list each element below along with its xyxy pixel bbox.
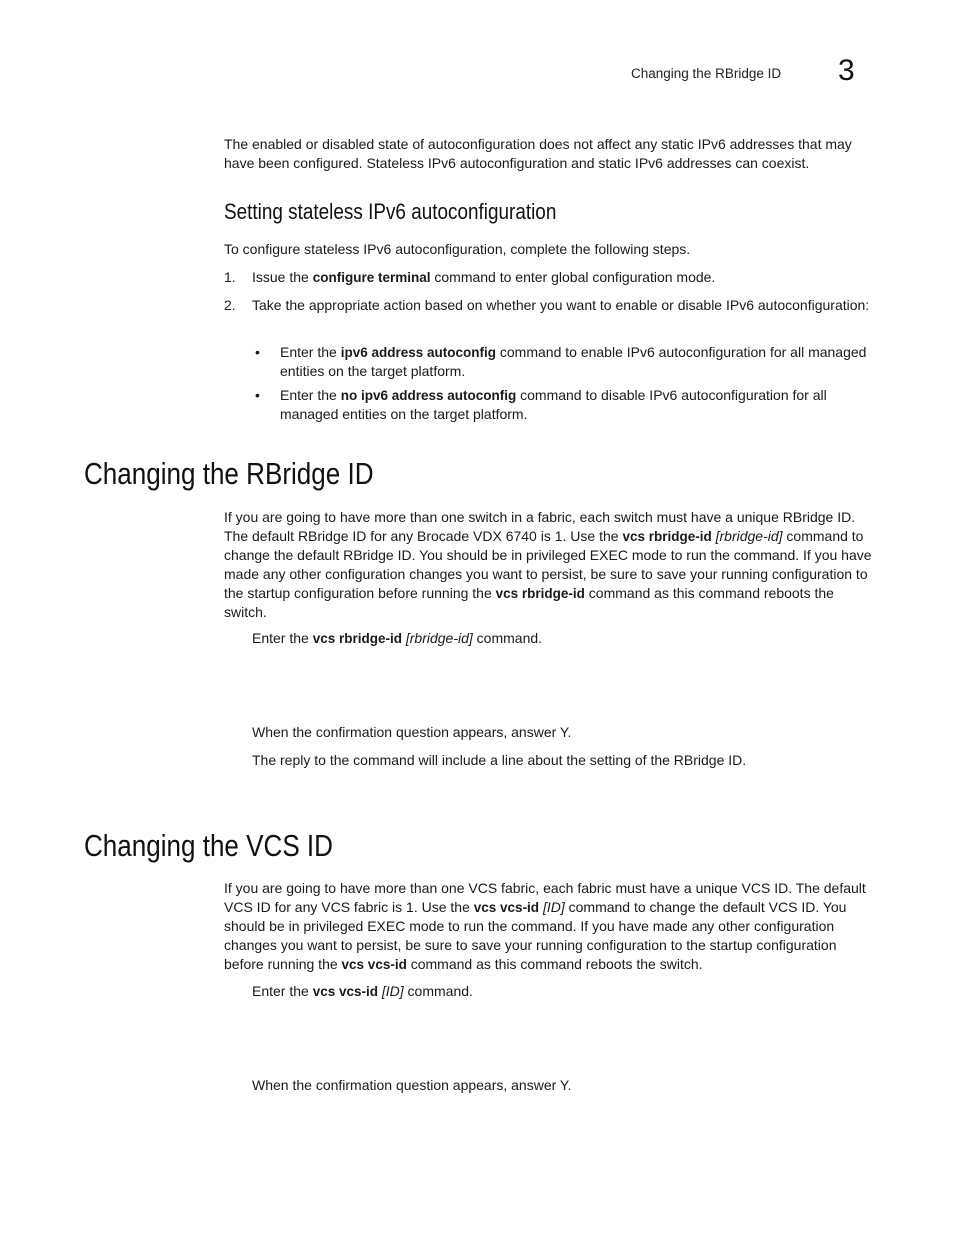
bullet-1-pre: Enter the	[280, 344, 341, 360]
vcs-enter-pre: Enter the	[252, 983, 313, 999]
bullet-1-command: ipv6 address autoconfig	[340, 345, 496, 360]
rbridge-enter-post: command.	[472, 630, 543, 646]
step-1-post: command to enter global configuration mode.	[430, 269, 716, 285]
step-1-command: configure terminal	[312, 270, 431, 285]
vcs-heading: Changing the VCS ID	[84, 828, 333, 863]
bullet-2-post: command to disable IPv6 autoconfiguration for all managed entities on the target platform.	[280, 387, 827, 422]
header-section-title: Changing the RBridge ID	[631, 66, 782, 81]
vcs-enter-command: vcs vcs-id	[312, 984, 378, 999]
bullet-1-mark: •	[255, 344, 260, 360]
stateless-lead: To configure stateless IPv6 autoconfiguration, complete the following steps.	[224, 241, 691, 257]
rbridge-command-1: vcs rbridge-id	[622, 529, 712, 544]
vcs-text-3: command as this command reboots the switch.	[406, 956, 703, 972]
vcs-command-2: vcs vcs-id	[341, 957, 407, 972]
vcs-enter	[252, 982, 874, 1001]
bullet-2-pre: Enter the	[280, 387, 341, 403]
vcs-command-1: vcs vcs-id	[473, 900, 540, 915]
rbridge-text-2: command to change the default RBridge ID. You should be in privileged EXEC mode to run the command. If you have made any other configuration changes you want to persist, be sure to save your running configuration to the startup configuration before running the	[224, 528, 872, 601]
rbridge-text-3: command as this command reboots the switch.	[224, 585, 834, 620]
intro-paragraph: The enabled or disabled state of autoconfiguration does not affect any static IPv6 addresses that may have been configured. Stateless IPv6 autoconfiguration and static IPv6 addresses can coexist.	[224, 136, 852, 171]
bullet-1	[280, 343, 870, 381]
step-1	[252, 268, 874, 287]
rbridge-text-1: If you are going to have more than one switch in a fabric, each switch must have a unique RBridge ID. The default RBridge ID for any Brocade VDX 6740 is 1. Use the	[224, 509, 856, 544]
vcs-enter-post: command.	[403, 983, 473, 999]
rbridge-enter-command: vcs rbridge-id	[312, 631, 402, 646]
rbridge-confirm: When the confirmation question appears, answer Y.	[252, 724, 572, 740]
rbridge-command-2: vcs rbridge-id	[495, 586, 585, 601]
bullet-2-command: no ipv6 address autoconfig	[340, 388, 517, 403]
bullet-2	[280, 386, 870, 424]
rbridge-enter-pre: Enter the	[252, 630, 313, 646]
vcs-paragraph	[224, 879, 874, 974]
rbridge-enter-arg: [rbridge-id]	[401, 630, 473, 646]
rbridge-reply: The reply to the command will include a line about the setting of the RBridge ID.	[252, 752, 747, 768]
chapter-number: 3	[838, 54, 855, 87]
bullet-1-post: command to enable IPv6 autoconfiguration for all managed entities on the target platform.	[280, 344, 867, 379]
rbridge-paragraph	[224, 508, 874, 622]
bullet-2-mark: •	[255, 387, 260, 403]
rbridge-arg-1: [rbridge-id]	[711, 528, 783, 544]
step-2: Take the appropriate action based on whether you want to enable or disable IPv6 autoconfiguration:	[252, 297, 870, 313]
vcs-confirm: When the confirmation question appears, answer Y.	[252, 1077, 572, 1093]
rbridge-enter	[252, 629, 874, 648]
vcs-arg-1: [ID]	[539, 899, 565, 915]
rbridge-heading: Changing the RBridge ID	[84, 456, 374, 491]
step-1-pre: Issue the	[252, 269, 313, 285]
step-1-number: 1.	[224, 269, 236, 285]
step-2-number: 2.	[224, 297, 236, 313]
vcs-enter-arg: [ID]	[378, 983, 404, 999]
stateless-heading: Setting stateless IPv6 autoconfiguration	[224, 199, 557, 224]
vcs-text-2: command to change the default VCS ID. You should be in privileged EXEC mode to run the command. If you have made any other configuration changes you want to persist, be sure to save your running configuration to the startup configuration before running the	[224, 899, 847, 972]
vcs-text-1: If you are going to have more than one VCS fabric, each fabric must have a unique VCS ID. The default VCS ID for any VCS fabric is 1. Use the	[224, 880, 866, 915]
